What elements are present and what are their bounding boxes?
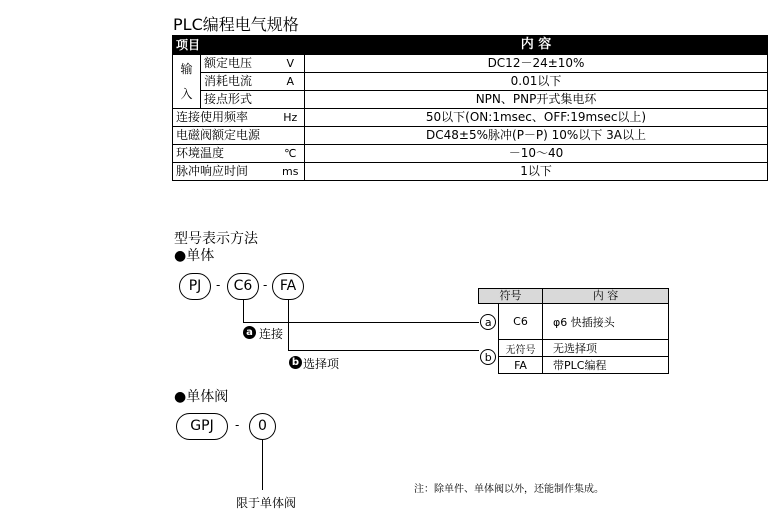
spec-value: DC48±5%脉冲(P－P) 10%以下 3A以上 [305,127,768,145]
badge-b-icon: b [480,349,496,365]
code-badge-cell [479,304,499,340]
code-part-gpj: GPJ [176,413,228,440]
code-table [478,288,669,374]
separator-dash: - [216,278,221,292]
badge-a-icon: a [480,314,496,330]
code-content: 带PLC编程 [543,357,669,374]
spec-row [173,55,768,73]
spec-row [173,73,768,91]
spec-unit [277,91,305,109]
code-header-content: 内 容 [543,289,669,304]
code-content: 无选择项 [543,340,669,357]
spec-row [173,91,768,109]
badge-a-icon: a [243,326,256,339]
code-symbol: FA [499,357,543,374]
spec-value: 1以下 [305,163,768,181]
spec-label: 接点形式 [201,91,277,109]
spec-value: 50以下(ON:1msec、OFF:19msec以上) [305,109,768,127]
connector-b-vertical [288,300,289,350]
spec-label: 消耗电流 [201,73,277,91]
input-group-label [173,55,201,109]
spec-header-item: 项目 [173,36,305,55]
spec-value: 0.01以下 [305,73,768,91]
code-row [479,340,669,357]
code-symbol: 无符号 [499,340,543,357]
spec-row [173,109,768,127]
spec-unit: ms [277,163,305,181]
spec-row [173,127,768,145]
spec-label: 脉冲响应时间 [173,163,277,181]
connector-a-horizontal [243,322,479,323]
spec-value: DC12－24±10% [305,55,768,73]
model-title: 型号表示方法 [174,231,258,247]
spec-unit: A [277,73,305,91]
single-title: ●单体 [174,248,215,264]
code-badge-cell [479,340,499,374]
input-group-char-1: 输 [180,61,193,76]
code-symbol: C6 [499,304,543,340]
spec-label: 环境温度 [173,145,277,163]
spec-label: 电磁阀额定电源 [173,127,277,145]
code-row [479,357,669,374]
separator-dash: - [263,278,268,292]
label-valve-only: 限于单体阀 [236,496,297,510]
footnote: 注：除单件、单体阀以外，还能制作集成。 [414,484,604,495]
spec-header-content: 内 容 [305,36,768,55]
spec-unit: Hz [277,109,305,127]
code-content: φ6 快插接头 [543,304,669,340]
spec-row [173,163,768,181]
spec-header-row [173,36,768,55]
valve-connector [262,440,263,490]
label-connection: 连接 [259,327,284,341]
spec-unit: ℃ [277,145,305,163]
code-header-symbol: 符号 [479,289,543,304]
spec-title: PLC编程电气规格 [173,15,299,34]
input-group-char-2: 入 [180,86,193,101]
code-row [479,304,669,340]
spec-row [173,145,768,163]
code-header-row [479,289,669,304]
connector-a-vertical [243,300,244,322]
spec-value: NPN、PNP开式集电环 [305,91,768,109]
spec-label: 额定电压 [201,55,277,73]
badge-b-icon: b [289,356,302,369]
spec-unit: V [277,55,305,73]
valve-title: ●单体阀 [174,389,229,405]
label-option: 选择项 [303,357,340,371]
code-part-pj: PJ [179,273,211,300]
spec-value: －10～40 [305,145,768,163]
code-part-fa: FA [272,273,304,300]
separator-dash: - [235,418,240,432]
code-part-c6: C6 [227,273,259,300]
spec-label: 连接使用频率 [173,109,277,127]
connector-b-horizontal [288,350,479,351]
code-part-0: 0 [249,413,276,440]
spec-unit [277,127,305,145]
spec-table [172,35,768,181]
